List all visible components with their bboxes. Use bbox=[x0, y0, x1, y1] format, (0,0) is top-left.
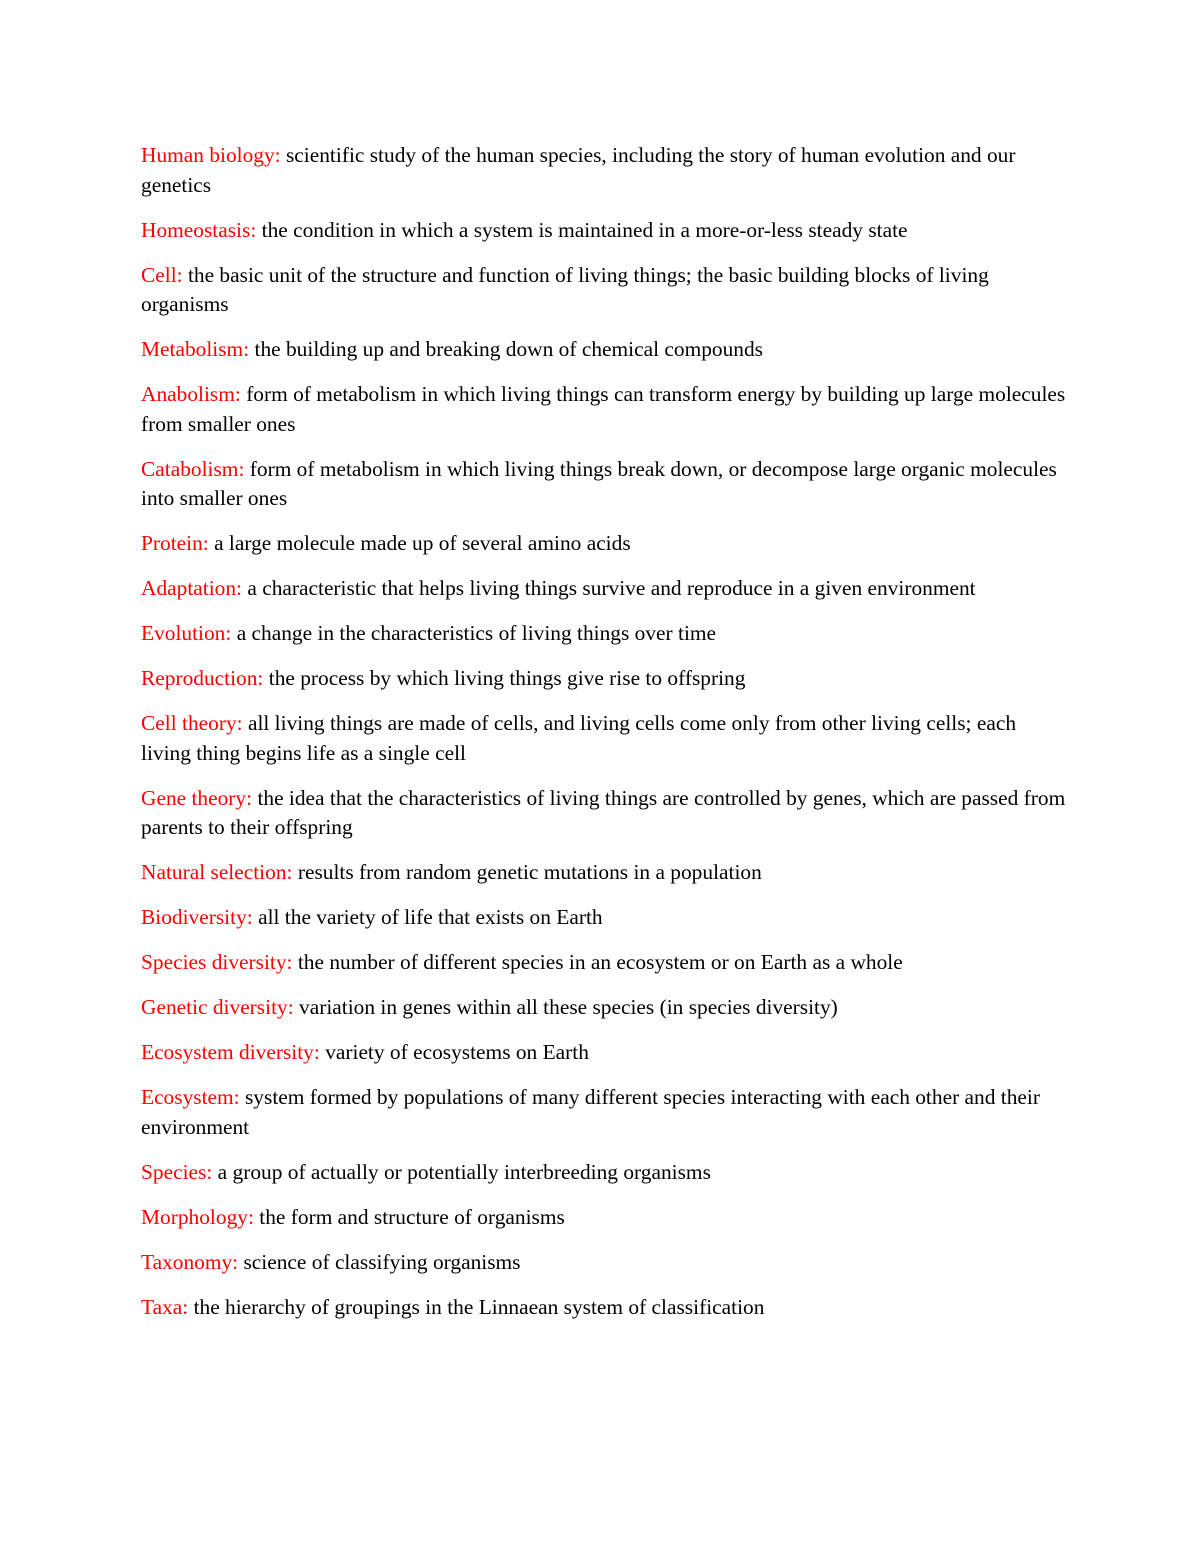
glossary-entry bbox=[141, 1158, 1066, 1188]
glossary-term: Gene theory: bbox=[141, 785, 253, 810]
glossary-entry bbox=[141, 529, 1066, 559]
glossary-definition: science of classifying organisms bbox=[243, 1249, 521, 1274]
glossary-entry bbox=[141, 1083, 1066, 1142]
glossary-term: Anabolism: bbox=[141, 382, 241, 406]
glossary-definition: form of metabolism in which living things can transform energy by building up large molecules from smaller ones bbox=[141, 382, 1066, 436]
glossary-entry bbox=[141, 903, 1066, 933]
glossary-definition: a characteristic that helps living things survive and reproduce in a given environment bbox=[247, 576, 976, 600]
glossary-term: Ecosystem: bbox=[141, 1085, 240, 1109]
glossary-definition: the building up and breaking down of chemical compounds bbox=[254, 337, 764, 361]
glossary-term: Taxonomy: bbox=[141, 1249, 239, 1274]
glossary-entry bbox=[141, 1248, 1066, 1278]
glossary-definition: variety of ecosystems on Earth bbox=[325, 1040, 589, 1064]
glossary-term: Genetic diversity: bbox=[141, 995, 294, 1019]
glossary-definition: the hierarchy of groupings in the Linnaean system of classification bbox=[193, 1294, 765, 1319]
glossary-term: Metabolism: bbox=[141, 337, 250, 361]
glossary-entry bbox=[141, 1203, 1066, 1233]
glossary-entry bbox=[141, 619, 1066, 649]
glossary-entry bbox=[141, 664, 1066, 694]
glossary-definition: the form and structure of organisms bbox=[259, 1204, 565, 1229]
glossary-definition: a large molecule made up of several amino acids bbox=[214, 531, 631, 555]
glossary-definition: the condition in which a system is maintained in a more-or-less steady state bbox=[261, 217, 908, 242]
glossary-definition: scientific study of the human species, including the story of human evolution and our genetics bbox=[141, 143, 1016, 197]
glossary-definition: results from random genetic mutations in a population bbox=[297, 860, 762, 884]
glossary-definition: variation in genes within all these species (in species diversity) bbox=[299, 995, 838, 1019]
glossary-entry bbox=[141, 574, 1066, 604]
glossary-list bbox=[141, 141, 1066, 1338]
glossary-term: Species diversity: bbox=[141, 950, 293, 974]
glossary-definition: system formed by populations of many different species interacting with each other and their environment bbox=[141, 1085, 1040, 1139]
glossary-entry bbox=[141, 141, 1066, 200]
glossary-entry bbox=[141, 335, 1066, 365]
glossary-term: Taxa: bbox=[141, 1294, 189, 1319]
glossary-entry bbox=[141, 784, 1066, 843]
glossary-term: Catabolism: bbox=[141, 456, 245, 481]
glossary-term: Reproduction: bbox=[141, 666, 264, 690]
glossary-term: Protein: bbox=[141, 531, 209, 555]
glossary-definition: the basic unit of the structure and function of living things; the basic building blocks of living organisms bbox=[141, 262, 989, 316]
glossary-term: Homeostasis: bbox=[141, 217, 257, 242]
glossary-definition: a change in the characteristics of living things over time bbox=[236, 621, 717, 645]
glossary-definition: the number of different species in an ecosystem or on Earth as a whole bbox=[297, 950, 903, 974]
glossary-term: Biodiversity: bbox=[141, 905, 253, 929]
glossary-term: Morphology: bbox=[141, 1204, 254, 1229]
glossary-term: Cell: bbox=[141, 262, 183, 287]
glossary-term: Cell theory: bbox=[141, 711, 243, 735]
glossary-term: Human biology: bbox=[141, 143, 281, 167]
glossary-entry bbox=[141, 858, 1066, 888]
glossary-entry bbox=[141, 216, 1066, 246]
glossary-definition: the idea that the characteristics of living things are controlled by genes, which are passed from parents to their offspring bbox=[141, 785, 1066, 839]
glossary-entry bbox=[141, 1293, 1066, 1323]
glossary-entry bbox=[141, 380, 1066, 439]
glossary-entry bbox=[141, 709, 1066, 768]
glossary-entry bbox=[141, 1038, 1066, 1068]
glossary-term: Evolution: bbox=[141, 621, 232, 645]
glossary-entry bbox=[141, 993, 1066, 1023]
glossary-definition: all living things are made of cells, and living cells come only from other living cells; each living thing begins life as a single cell bbox=[141, 711, 1017, 765]
glossary-entry bbox=[141, 948, 1066, 978]
glossary-term: Species: bbox=[141, 1159, 213, 1184]
glossary-entry bbox=[141, 261, 1066, 320]
glossary-term: Natural selection: bbox=[141, 860, 293, 884]
glossary-definition: a group of actually or potentially interbreeding organisms bbox=[217, 1159, 711, 1184]
glossary-definition: all the variety of life that exists on Earth bbox=[258, 905, 603, 929]
glossary-entry bbox=[141, 455, 1066, 514]
glossary-definition: the process by which living things give rise to offspring bbox=[268, 666, 746, 690]
glossary-term: Adaptation: bbox=[141, 576, 242, 600]
glossary-definition: form of metabolism in which living things break down, or decompose large organic molecules into smaller ones bbox=[141, 456, 1057, 510]
glossary-term: Ecosystem diversity: bbox=[141, 1040, 320, 1064]
